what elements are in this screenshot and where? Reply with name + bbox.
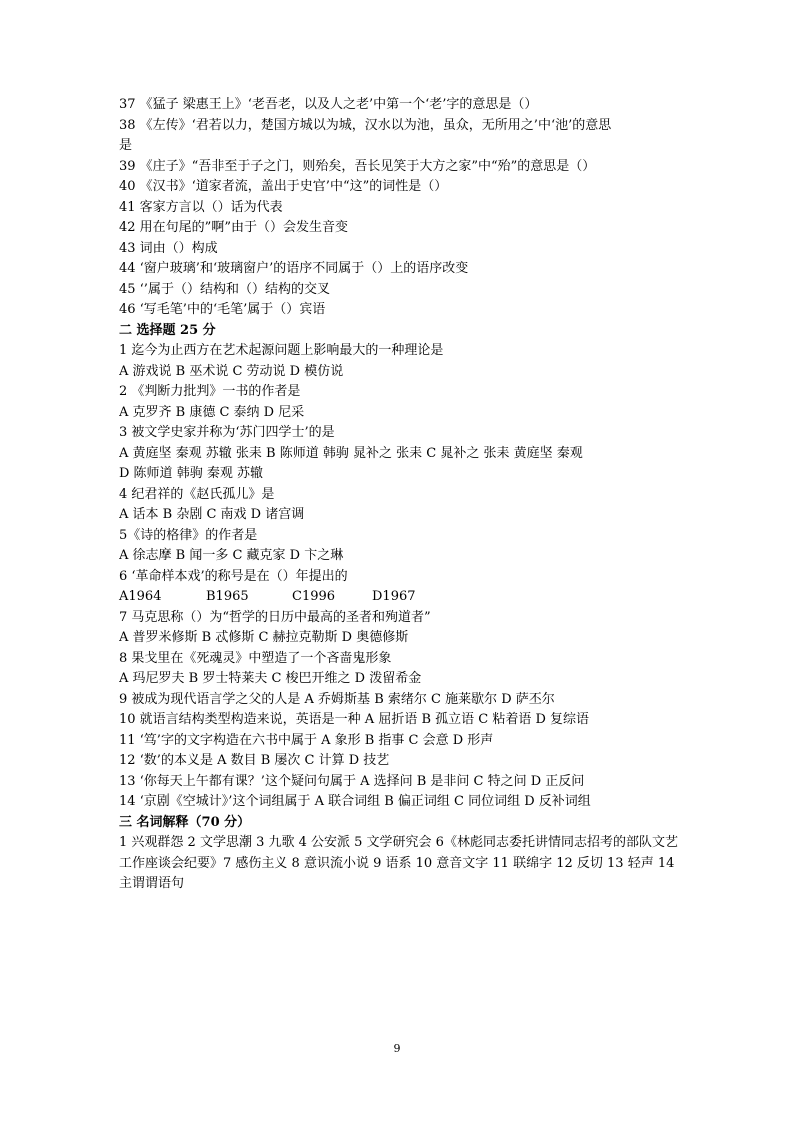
question-line: 38 《左传》‘君若以力，楚国方城以为城，汉水以为池，虽众，无所用之’中‘池’的意思: [119, 117, 612, 133]
section-heading-multiple-choice: 二 选择题 25 分: [119, 322, 216, 338]
question-line: 6 ‘革命样本戏’的称号是在（）年提出的: [119, 568, 348, 584]
question-line: 43 词由（）构成: [119, 240, 218, 256]
question-line: 7 马克思称（）为“哲学的日历中最高的圣者和殉道者”: [119, 609, 431, 625]
question-line: 9 被成为现代语言学之父的人是 A 乔姆斯基 B 索绪尔 C 施莱歇尔 D 萨丕尔: [119, 691, 555, 707]
option-c: C1996: [292, 589, 336, 604]
answer-options-line: D 陈师道 韩驹 秦观 苏辙: [119, 466, 263, 481]
answer-options-line: A 克罗齐 B 康德 C 泰纳 D 尼采: [119, 404, 305, 420]
question-line: 3 被文学史家并称为‘苏门四学士’的是: [119, 425, 335, 440]
answer-options-line: A 黄庭坚 秦观 苏辙 张耒 B 陈师道 韩驹 晁补之 张耒 C 晁补之 张耒 黄庭坚 秦观: [119, 445, 583, 461]
page-number: 9: [393, 1042, 401, 1055]
question-line: 4 纪君祥的《赵氏孤儿》是: [119, 486, 275, 502]
question-line: 13 ‘你每天上午都有课？’这个疑问句属于 A 选择问 B 是非问 C 特之问 D 正反问: [119, 773, 585, 789]
option-d: D1967: [372, 589, 416, 604]
answer-options-line: A 普罗米修斯 B 忒修斯 C 赫拉克勒斯 D 奥德修斯: [119, 630, 409, 645]
question-line: 10 就语言结构类型构造来说，英语是一种 A 屈折语 B 孤立语 C 粘着语 D 复综语: [119, 712, 590, 727]
question-line: 40 《汉书》‘道家者流，盖出于史官’中“这”的词性是（）: [119, 179, 448, 194]
option-b: B1965: [206, 589, 249, 604]
question-line: 14 ‘京剧《空城计》’这个词组属于 A 联合词组 B 偏正词组 C 同位词组 D 反补词组: [119, 794, 591, 809]
question-line: 39 《庄子》“吾非至于子之门，则殆矣，吾长见笑于大方之家”中“殆”的意思是（）: [119, 158, 596, 174]
year-options-row: [119, 587, 679, 608]
question-line: 2 《判断力批判》一书的作者是: [119, 384, 301, 399]
page-content: [119, 95, 679, 895]
question-line: 42 用在句尾的”啊”由于（）会发生音变: [119, 220, 348, 235]
question-line: 12 ‘数’的本义是 A 数目 B 屡次 C 计算 D 技艺: [119, 753, 390, 768]
question-line: 11 ‘笃’字的文字构造在六书中属于 A 象形 B 指事 C 会意 D 形声: [119, 732, 494, 748]
answer-options-line: A 徐志摩 B 闻一多 C 藏克家 D 卞之琳: [119, 548, 344, 563]
question-line: 是: [119, 138, 133, 153]
question-line: 1 迄今为止西方在艺术起源问题上影响最大的一种理论是: [119, 343, 444, 358]
section-heading-term-definitions: 三 名词解释（70 分）: [119, 814, 251, 830]
option-a: A1964: [119, 589, 162, 604]
answer-options-line: A 话本 B 杂剧 C 南戏 D 诸宫调: [119, 507, 305, 522]
question-line: 45 ‘’属于（）结构和（）结构的交叉: [119, 281, 330, 297]
question-line: 41 客家方言以（）话为代表: [119, 199, 283, 215]
answer-options-line: A 玛尼罗夫 B 罗士特莱夫 C 梭巴开维之 D 泼留希金: [119, 671, 422, 686]
question-line: 5《诗的格律》的作者是: [119, 527, 258, 543]
question-line: 37 《猛子 梁惠王上》‘老吾老，以及人之老’中第一个‘老’字的意思是（）: [119, 97, 538, 112]
question-line: 44 ‘窗户玻璃’和‘玻璃窗户’的语序不同属于（）上的语序改变: [119, 261, 469, 276]
question-line: 8 果戈里在《死魂灵》中塑造了一个吝啬鬼形象: [119, 650, 392, 666]
answer-options-line: A 游戏说 B 巫术说 C 劳动说 D 模仿说: [119, 363, 344, 379]
question-line: 46 ‘写毛笔’中的‘毛笔’属于（）宾语: [119, 302, 326, 317]
term-list-paragraph: 1 兴观群怨 2 文学思潮 3 九歌 4 公安派 5 文学研究会 6《林彪同志委托讲情同志招考的部队文艺工作座谈会纪要》7 感伤主义 8 意识流小说 9 语系 10 意音文字 11 联绵字 12 反切 13 轻声 14 主谓谓语句: [119, 835, 678, 891]
